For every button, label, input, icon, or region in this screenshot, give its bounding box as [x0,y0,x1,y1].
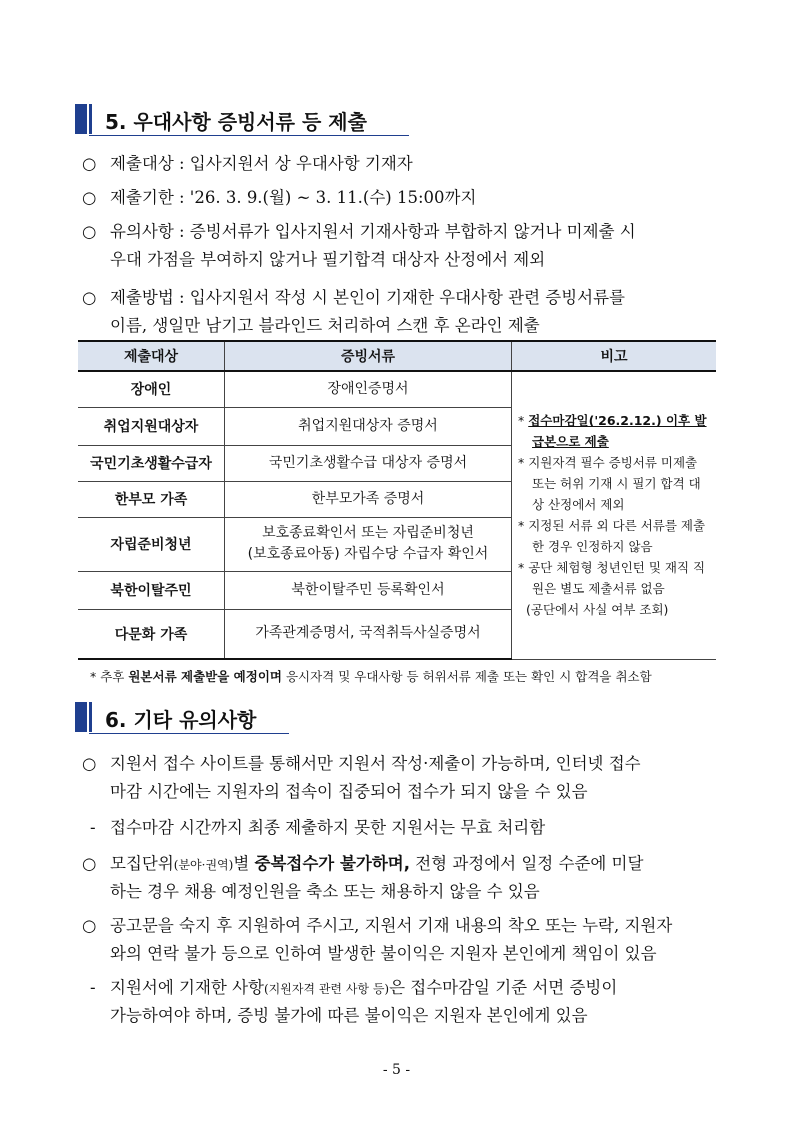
item-text: 제출기한 : '26. 3. 9.(월) ~ 3. 11.(수) 15:00까지 [110,188,477,207]
item-text: 접수마감 시간까지 최종 제출하지 못한 지원서는 무효 처리함 [110,818,546,837]
row-document-line: (보호종료아동) 자립수당 수급자 확인서 [247,546,489,562]
dash-bullet: - [90,818,96,837]
item-text-bold: 중복접수가 불가하며, [254,854,410,873]
notes-cell [512,371,717,659]
footnote-prefix: * 추후 [90,669,129,684]
note-item: * 지원자격 필수 증빙서류 미제출 또는 허위 기재 시 필기 합격 대상 산정에서 제외 [518,455,701,513]
row-document: 북한이탈주민 등록확인서 [225,571,512,609]
note-deadline: 접수마감일('26.2.12.) 이후 발급본으로 제출 [528,413,707,450]
item-text: 유의사항 : 증빙서류가 입사지원서 기재사항과 부합하지 않거나 미제출 시 [110,222,636,241]
header-note: 비고 [512,341,717,371]
section-6-item-5-cont: 가능하여야 하며, 증빙 불가에 따른 불이익은 지원자 본인에게 있음 [110,1006,588,1025]
section-5-item-target [82,150,413,174]
section-6-item-3-cont: 하는 경우 채용 예정인원을 축소 또는 채용하지 않을 수 있음 [110,882,540,901]
note-item: * 공단 체험형 청년인턴 및 재직 직원은 별도 제출서류 없음 [518,560,706,597]
row-target: 다문화 가족 [78,609,225,659]
item-text-small: (지원자격 관련 사항 등) [263,982,390,996]
row-target: 국민기초생활수급자 [78,445,225,481]
row-document [225,517,512,571]
section-5-title: 5. 우대사항 증빙서류 등 제출 [105,110,367,134]
item-text: 제출대상 : 입사지원서 상 우대사항 기재자 [110,154,413,173]
section-5-item-method-cont: 이름, 생일만 남기고 블라인드 처리하여 스캔 후 온라인 제출 [110,316,540,335]
row-target: 취업지원대상자 [78,407,225,445]
item-text: 지원서 접수 사이트를 통해서만 지원서 작성·제출이 가능하며, 인터넷 접수 [110,754,641,773]
dash-bullet: - [90,978,96,997]
section-6-item-2 [90,814,545,838]
item-text: 모집단위 [110,854,174,873]
item-text: 은 접수마감일 기준 서면 증빙이 [389,978,618,997]
section-5-item-caution-cont: 우대 가점을 부여하지 않거나 필기합격 대상자 산정에서 제외 [110,250,546,269]
row-document: 장애인증명서 [225,371,512,407]
row-document: 취업지원대상자 증명서 [225,407,512,445]
circle-bullet: ○ [82,154,97,173]
note-item [518,410,710,452]
circle-bullet: ○ [82,188,97,207]
row-document: 가족관계증명서, 국적취득사실증명서 [225,609,512,659]
section-6-item-4-cont: 와의 연락 불가 등으로 인하여 발생한 불이익은 지원자 본인에게 책임이 있음 [110,944,657,963]
section-6-item-3 [82,850,643,874]
footnote-bold: 원본서류 제출받을 예정이며 [128,669,282,684]
item-text: 제출방법 : 입사지원서 작성 시 본인이 기재한 우대사항 관련 증빙서류를 [110,288,625,307]
heading-bar-decoration [89,702,92,732]
page-number: - 5 - [382,1062,411,1078]
section-5-item-caution [82,218,636,242]
note-item: * 지정된 서류 외 다른 서류를 제출한 경우 인정하지 않음 [518,518,706,555]
heading-underline [89,733,289,734]
circle-bullet: ○ [82,288,97,307]
note-item: (공단에서 사실 여부 조회) [526,602,669,618]
footnote-rest: 응시자격 및 우대사항 등 허위서류 제출 또는 확인 시 합격을 취소함 [281,669,652,684]
row-target: 북한이탈주민 [78,571,225,609]
item-text: 별 [233,854,255,873]
heading-bar-decoration [89,104,92,134]
section-5-item-method [82,284,625,308]
heading-bar-decoration [75,104,87,134]
row-target: 한부모 가족 [78,481,225,517]
item-text-small: (분야·권역) [173,858,234,872]
section-6-item-1 [82,750,641,774]
table-row [78,371,716,407]
row-document: 국민기초생활수급 대상자 증명서 [225,445,512,481]
circle-bullet: ○ [82,222,97,241]
evidence-document-table [78,340,716,660]
section-6-item-5 [90,974,617,998]
item-text: 전형 과정에서 일정 수준에 미달 [409,854,644,873]
section-5-item-deadline [82,184,476,208]
heading-underline [89,135,409,136]
row-document-line: 보호종료확인서 또는 자립준비청년 [262,525,474,541]
note-bullet: * [518,413,529,429]
header-target: 제출대상 [78,341,225,371]
circle-bullet: ○ [82,916,97,935]
section-6-item-4 [82,912,672,936]
circle-bullet: ○ [82,854,97,873]
row-document: 한부모가족 증명서 [225,481,512,517]
item-text: 지원서에 기재한 사항 [110,978,264,997]
item-text: 공고문을 숙지 후 지원하여 주시고, 지원서 기재 내용의 착오 또는 누락, 지원자 [110,916,673,935]
section-6-item-1-cont: 마감 시간에는 지원자의 접속이 집중되어 접수가 되지 않을 수 있음 [110,782,588,801]
row-target: 자립준비청년 [78,517,225,571]
header-document: 증빙서류 [225,341,512,371]
row-target: 장애인 [78,371,225,407]
circle-bullet: ○ [82,754,97,773]
heading-bar-decoration [75,702,87,732]
table-footnote [90,667,652,685]
table-header-row [78,341,716,371]
section-6-title: 6. 기타 유의사항 [105,708,257,732]
